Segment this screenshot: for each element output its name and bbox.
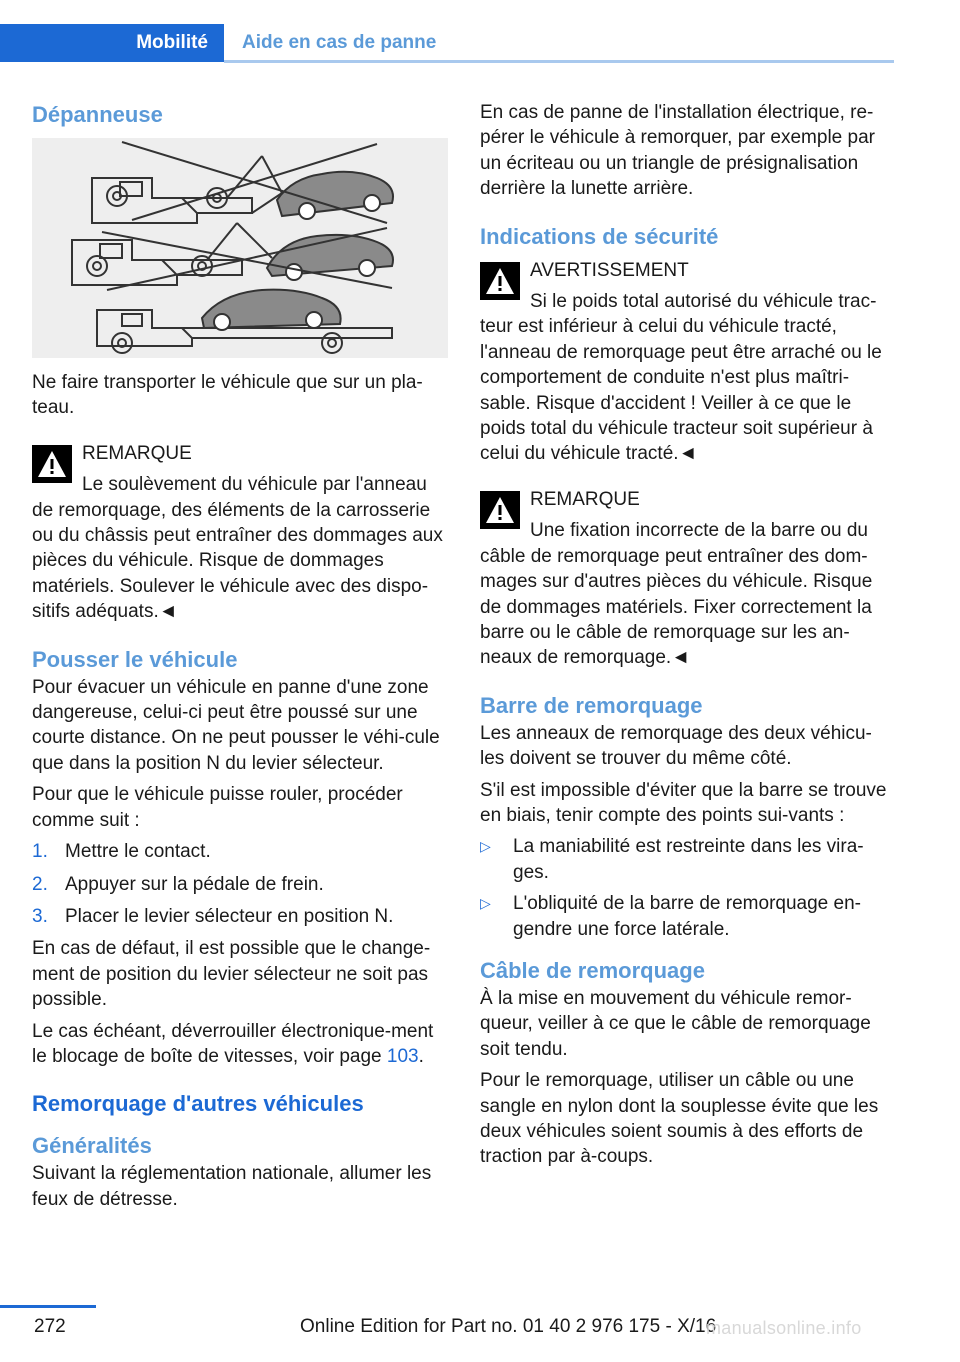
heading-remorquage: Remorquage d'autres véhicules (32, 1091, 364, 1117)
list-item (32, 839, 448, 864)
list-item (480, 891, 896, 942)
header-tabs (0, 24, 894, 62)
list-item (32, 904, 448, 929)
watermark-text: manualsonline.info (706, 1318, 862, 1338)
tow-truck-illustration (32, 138, 448, 358)
pousser-paragraph-1: Pour évacuer un véhicule en panne d'une zone dangereuse, celui-ci peut être poussé sur une courte distance. On ne peut pousser le véhi-cule que dans la position N du levier sélecteur. (32, 676, 440, 774)
step-number: 2. (32, 873, 48, 895)
tab-underline (224, 60, 894, 63)
remark2-label: REMARQUE (530, 488, 640, 510)
remark2-text: câble de remorquage peut entraîner des dom-mages sur d'autres pièces du véhicule. Risque de dommages matériels. Fixer correctement la barre ou le câble de remorquage sur les an-neaux de remorquage.◄ (480, 545, 873, 669)
steps-list (32, 839, 448, 929)
remark1-line1: Le soulèvement du véhicule par l'anneau (82, 474, 427, 496)
heading-securite: Indications de sécurité (480, 223, 719, 249)
step-number: 3. (32, 905, 48, 927)
step-text: Mettre le contact. (65, 841, 211, 863)
figure-caption: Ne faire transporter le véhicule que sur un pla-teau. (32, 372, 423, 419)
warning-triangle-icon (480, 262, 520, 300)
remark-box-1 (32, 441, 448, 625)
heading-cable: Câble de remorquage (480, 957, 705, 983)
edition-text: Online Edition for Part no. 01 40 2 976 175 - X/16 (300, 1316, 717, 1337)
warning-line1: Si le poids total autorisé du véhicule trac- (530, 291, 877, 313)
heading-barre: Barre de remorquage (480, 692, 703, 718)
echeant-paragraph: Le cas échéant, déverrouiller électronique-ment le blocage de boîte de vitesses, voir page 103. (32, 1020, 434, 1067)
heading-generalites: Généralités (32, 1133, 152, 1159)
remark2-line1: Une fixation incorrecte de la barre ou du (530, 520, 868, 542)
cable-paragraph-1: À la mise en mouvement du véhicule remor-queur, veiller à ce que le câble de remorquage soit tendu. (480, 987, 871, 1060)
tab-mobilite[interactable]: Mobilité (0, 24, 224, 62)
warning-box (480, 258, 896, 467)
triangle-bullet-icon: ▷ (480, 895, 491, 912)
heading-pousser: Pousser le véhicule (32, 646, 238, 672)
triangle-bullet-icon: ▷ (480, 838, 491, 855)
step-text: Placer le levier sélecteur en position N. (65, 905, 394, 927)
echeant-text: Le cas échéant, déverrouiller électronique-ment le blocage de boîte de vitesses, voir page (32, 1020, 434, 1067)
pousser-paragraph-2: Pour que le véhicule puisse rouler, procéder comme suit : (32, 784, 403, 831)
warning-triangle-icon (32, 445, 72, 483)
page-reference-link[interactable]: 103 (386, 1045, 419, 1067)
left-column (32, 100, 448, 1218)
bullet-list (480, 834, 896, 942)
cable-paragraph-2: Pour le remorquage, utiliser un câble ou une sangle en nylon dont la souplesse évite que les deux véhicules soient soumis à des efforts de traction par à-coups. (480, 1070, 879, 1168)
heading-depanneuse: Dépanneuse (32, 102, 163, 127)
step-number: 1. (32, 841, 48, 863)
remark-box-2 (480, 487, 896, 671)
defaut-paragraph: En cas de défaut, il est possible que le change-ment de position du levier sélecteur ne soit pas possible. (32, 938, 431, 1011)
warning-triangle-icon (480, 491, 520, 529)
step-text: Appuyer sur la pédale de frein. (65, 873, 324, 895)
tab-aide-panne[interactable]: Aide en cas de panne (242, 32, 437, 53)
warning-label: AVERTISSEMENT (530, 259, 689, 281)
bullet-text: La maniabilité est restreinte dans les vira-ges. (513, 836, 864, 883)
remark1-text: de remorquage, des éléments de la carrosserie ou du châssis peut entraîner des dommages aux pièces du véhicule. Risque de dommages matériels. Soulever le véhicule avec des dispo-sitifs adéquats.◄ (32, 499, 443, 623)
bullet-text: L'obliquité de la barre de remorquage en-gendre une force latérale. (513, 893, 861, 940)
list-item (32, 872, 448, 897)
remark1-label: REMARQUE (82, 442, 192, 464)
list-item (480, 834, 896, 885)
generalites-paragraph: Suivant la réglementation nationale, allumer les feux de détresse. (32, 1163, 432, 1210)
right-column (480, 100, 896, 1176)
page-number: 272 (34, 1316, 66, 1337)
warning-text: teur est inférieur à celui du véhicule tracté, l'anneau de remorquage peut être arraché ou le comportement de conduite n'est plus maîtri-sable. Risque d'accident ! Veiller à ce que le poids total du véhicule tracteur soit supérieur à celui du véhicule tracté.◄ (480, 316, 882, 465)
footer-rule (0, 1305, 96, 1308)
barre-paragraph-1: Les anneaux de remorquage des deux véhicu-les doivent se trouver du même côté. (480, 722, 872, 770)
intro-paragraph: En cas de panne de l'installation électrique, re-pérer le véhicule à remorquer, par exemple par un écriteau ou un triangle de présignalisation derrière la lunette arrière. (480, 102, 875, 200)
barre-paragraph-2: S'il est impossible d'éviter que la barre se trouve en biais, tenir compte des points sui-vants : (480, 779, 887, 826)
